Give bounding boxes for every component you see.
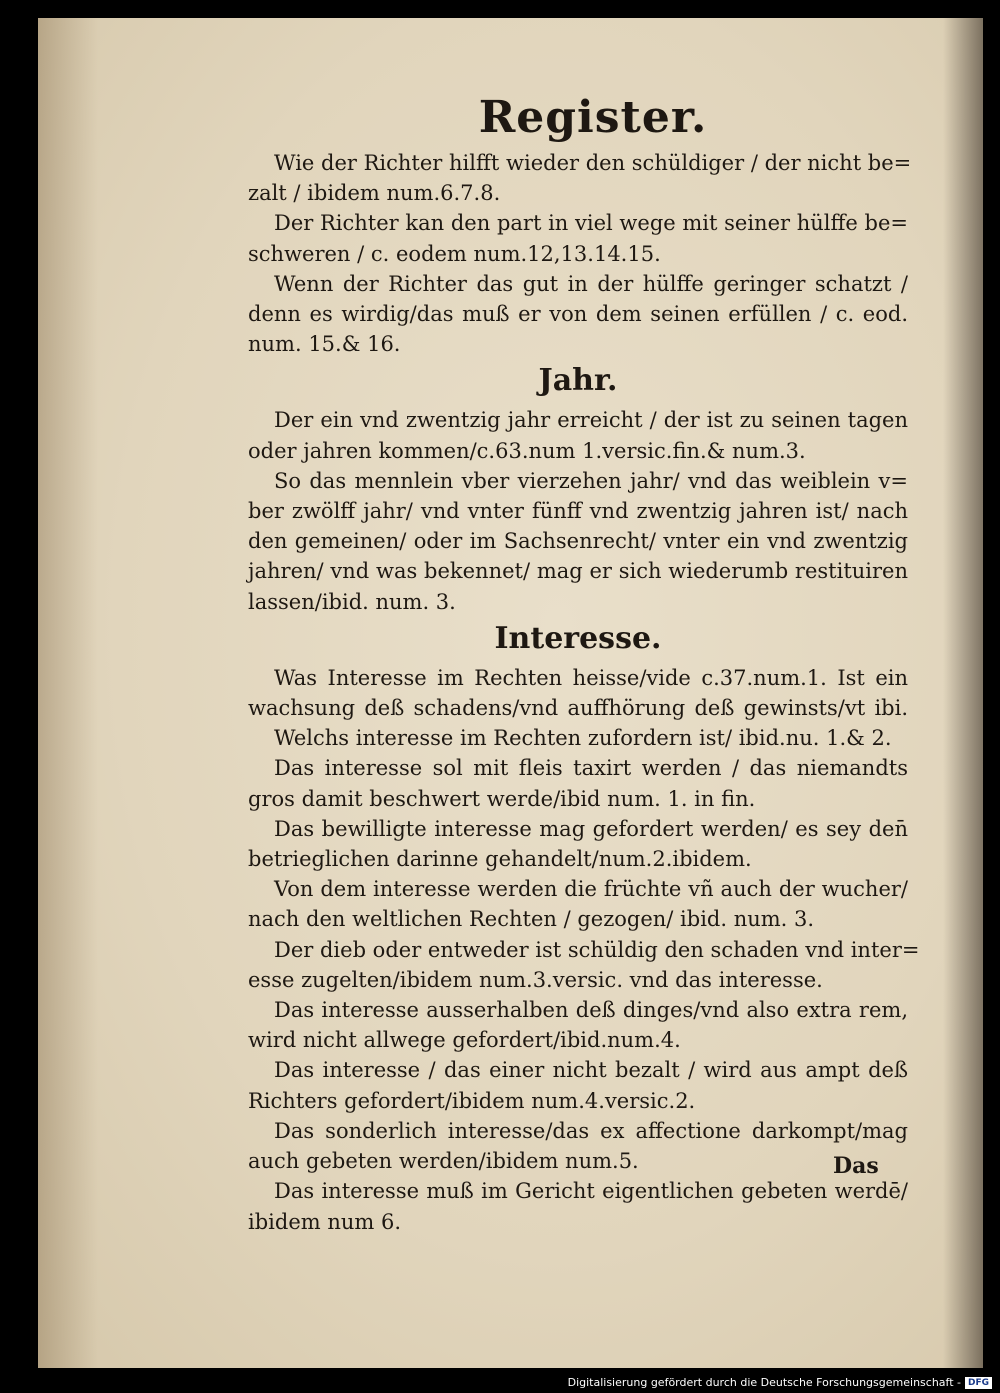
page-text bbox=[248, 88, 920, 1237]
text-line: wachsung deß schadens/vnd auffhörung deß gewinsts/vt ibi. bbox=[248, 696, 908, 721]
text-line: Das interesse ausserhalben deß dinges/vnd also extra rem, bbox=[274, 998, 908, 1023]
footer-credit bbox=[568, 1376, 992, 1389]
text-line: Wie der Richter hilfft wieder den schüldiger / der nicht be= bbox=[274, 151, 912, 175]
text-line: zalt / ibidem num.6.7.8. bbox=[248, 181, 501, 206]
text-line: lassen/ibid. num. 3. bbox=[248, 589, 456, 614]
dfg-logo: DFG bbox=[965, 1377, 992, 1389]
text-line: Was Interesse im Rechten heisse/vide c.37.num.1. Ist ein bbox=[274, 665, 908, 690]
page-header: Register. bbox=[478, 92, 708, 143]
text-line: Das interesse muß im Gericht eigentlichen gebeten werdē/ bbox=[274, 1179, 908, 1204]
page-edge-shadow-right bbox=[943, 18, 983, 1368]
text-line: ibidem num 6. bbox=[248, 1209, 402, 1234]
text-line: Der ein vnd zwentzig jahr erreicht / der ist zu seinen tagen bbox=[274, 408, 908, 433]
text-line: Von dem interesse werden die früchte vñ auch der wucher/ bbox=[274, 877, 908, 902]
text-line: gros damit beschwert werde/ibid num. 1. in fin. bbox=[248, 786, 756, 811]
text-line: den gemeinen/ oder im Sachsenrecht/ vnter ein vnd zwentzig bbox=[248, 529, 908, 554]
text-line: denn es wirdig/das muß er von dem seinen erfüllen / c. eod. bbox=[248, 302, 908, 327]
text-line: Der Richter kan den part in viel wege mit seiner hülffe be= bbox=[274, 211, 908, 236]
text-line: nach den weltlichen Rechten / gezogen/ ibid. num. 3. bbox=[248, 907, 815, 932]
text-line: Richters gefordert/ibidem num.4.versic.2. bbox=[248, 1088, 696, 1113]
text-line: Das interesse / das einer nicht bezalt / wird aus ampt deß bbox=[274, 1058, 908, 1083]
text-line: Der dieb oder entweder ist schüldig den schaden vnd inter= bbox=[274, 937, 920, 962]
text-line: auch gebeten werden/ibidem num.5. bbox=[248, 1149, 639, 1174]
text-line: ber zwölff jahr/ vnd vnter fünff vnd zwentzig jahren ist/ nach bbox=[248, 499, 908, 524]
text-line: Das bewilligte interesse mag gefordert werden/ es sey den̄ bbox=[274, 816, 908, 841]
text-line: wird nicht allwege gefordert/ibid.num.4. bbox=[248, 1028, 681, 1053]
text-line: So das mennlein vber vierzehen jahr/ vnd das weiblein v= bbox=[274, 468, 908, 493]
catchword: Das bbox=[833, 1153, 879, 1179]
page-edge-shadow-left bbox=[38, 18, 98, 1368]
footer-text: Digitalisierung gefördert durch die Deutsche Forschungsgemeinschaft - bbox=[567, 1376, 961, 1389]
text-line: betrieglichen darinne gehandelt/num.2.ibidem. bbox=[248, 847, 752, 872]
text-line: Das sonderlich interesse/das ex affectione darkompt/mag bbox=[274, 1118, 908, 1143]
text-line: oder jahren kommen/c.63.num 1.versic.fin.& num.3. bbox=[248, 438, 806, 463]
text-line: Das interesse sol mit fleis taxirt werden / das niemandts bbox=[274, 756, 908, 781]
section-title: Interesse. bbox=[494, 620, 662, 656]
section-title: Jahr. bbox=[538, 363, 618, 399]
text-line: Wenn der Richter das gut in der hülffe geringer schatzt / bbox=[274, 271, 908, 296]
register-entries bbox=[248, 148, 920, 1237]
text-line: Welchs interesse im Rechten zufordern ist/ ibid.nu. 1.& 2. bbox=[274, 726, 892, 751]
text-line: jahren/ vnd was bekennet/ mag er sich wiederumb restituiren bbox=[248, 559, 908, 584]
text-line: schweren / c. eodem num.12,13.14.15. bbox=[248, 241, 661, 266]
text-line: num. 15.& 16. bbox=[248, 332, 401, 357]
text-line: esse zugelten/ibidem num.3.versic. vnd das interesse. bbox=[248, 967, 823, 992]
scanned-page bbox=[38, 18, 983, 1368]
